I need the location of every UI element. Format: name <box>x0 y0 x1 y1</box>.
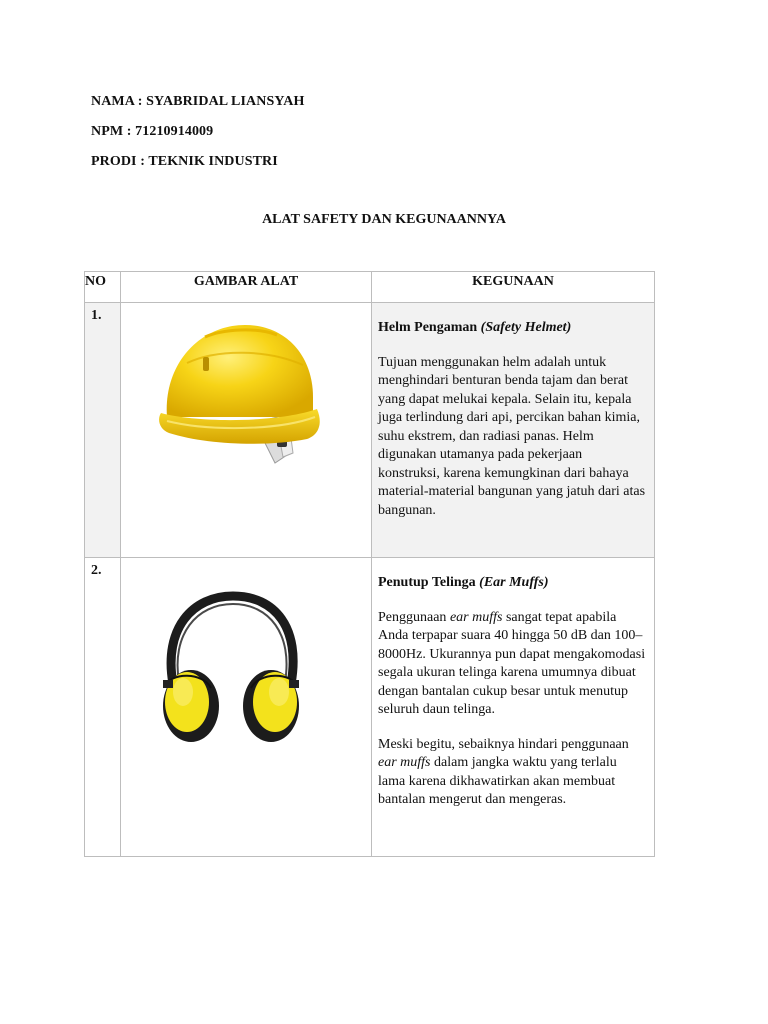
tool-description <box>378 609 646 720</box>
row-number: 1. <box>85 303 121 558</box>
tool-description: Tujuan menggunakan helm adalah untuk menghindari benturan benda tajam dan berat yang dapat melukai kepala. Selain itu, kepala juga terlindung dari api, percikan bahan kimia, suhu ekstrem, dan radiasi panas. Helm digunakan utamanya pada pekerjaan konstruksi, karena kemungkinan dari bahaya material-material bangunan yang jatuh dari atas bangunan. <box>378 354 646 518</box>
desc-text: Meski begitu, sebaiknya hindari penggunaan <box>378 736 629 752</box>
tool-description-cell <box>372 558 655 857</box>
table-row <box>85 303 655 558</box>
tool-title <box>378 574 646 593</box>
document-title: ALAT SAFETY DAN KEGUNAANNYA <box>262 212 506 227</box>
tool-image-cell <box>121 558 372 857</box>
desc-italic: ear muffs <box>449 609 503 625</box>
desc-text: Penggunaan <box>378 609 450 625</box>
tool-title-en: (Ear Muffs) <box>479 575 549 590</box>
tool-title-en: (Safety Helmet) <box>480 320 572 335</box>
student-npm: NPM : 71210914009 <box>91 124 214 139</box>
safety-tools-table <box>84 271 655 857</box>
table-header-row <box>85 272 655 303</box>
desc-text: dalam jangka waktu yang terlalu lama karena dikhawatirkan akan membuat bantalan mengerut dan mengeras. <box>378 755 617 807</box>
desc-italic: ear muffs <box>378 755 431 770</box>
tool-title <box>378 319 646 338</box>
header-image: GAMBAR ALAT <box>121 272 372 303</box>
tool-title-id: Penutup Telinga <box>378 575 476 590</box>
student-name: NAMA : SYABRIDAL LIANSYAH <box>91 94 305 109</box>
desc-text: sangat tepat apabila Anda terpapar suara 40 hingga 50 dB dan 100–8000Hz. Ukurannya pun dapat mengakomodasi segala ukuran telinga karena umumnya dibuat dengan bantalan cukup besar untuk menutup seluruh daun telinga. <box>378 609 646 717</box>
tool-title-id: Helm Pengaman <box>378 320 478 335</box>
table-row <box>85 558 655 857</box>
student-prodi: PRODI : TEKNIK INDUSTRI <box>91 154 278 169</box>
tool-description-cell <box>372 303 655 558</box>
tool-image-cell <box>121 303 372 558</box>
header-use: KEGUNAAN <box>372 272 655 303</box>
header-no: NO <box>85 272 121 303</box>
ear-muffs-icon <box>153 588 308 748</box>
tool-description <box>378 736 646 810</box>
safety-helmet-icon <box>127 305 340 486</box>
row-number: 2. <box>85 558 121 857</box>
